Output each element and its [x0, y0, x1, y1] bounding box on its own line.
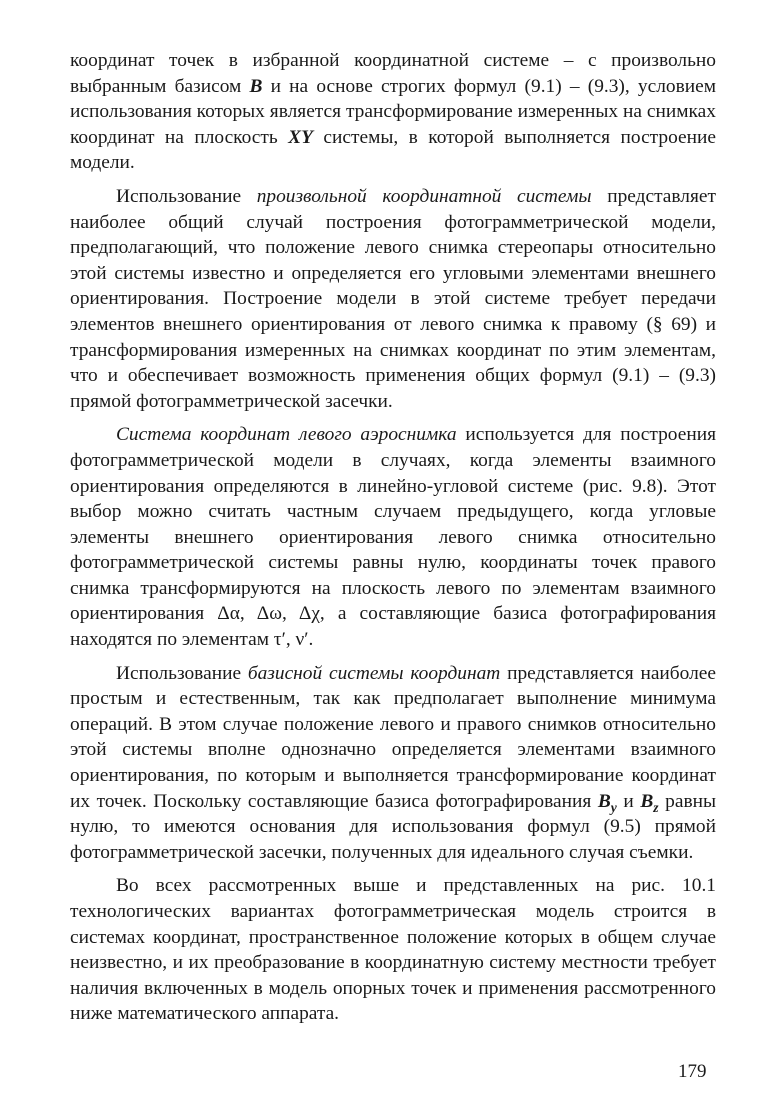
math-subscript: y: [610, 799, 617, 815]
text-run: Использование: [116, 662, 248, 684]
paragraph-2: [70, 184, 716, 414]
text-run: координат точек в избранной координатной системе – с произвольно выбранным базисом: [70, 50, 716, 97]
italic-term: Система координат левого аэроснимка: [116, 424, 457, 446]
math-symbol: XY: [288, 126, 313, 148]
text-run: системы, в которой выполняется построение модели.: [70, 126, 716, 174]
paragraph-3: [70, 422, 716, 652]
math-symbol: B: [249, 75, 263, 97]
paragraph-4: [70, 661, 716, 866]
text-run: Использование: [116, 185, 257, 207]
paragraph-1: [70, 48, 716, 176]
math-subscript: z: [653, 799, 659, 815]
text-run: Во всех рассмотренных выше и представленных на рис. 10.1 технологических вариантах фотограмметрическая модель строится в системах координат, пространственное положение которых в общем случае неизвестно, и их преобразование в координатную систему местности требует наличия включенных в модель опорных точек и применения рассмотренного ниже математического аппарата.: [70, 875, 716, 1025]
text-run: используется для построения фотограмметрической модели в случаях, когда элементы взаимного ориентирования определяются в линейно-угловой системе (рис. 9.8). Этот выбор можно считать частным случаем предыдущего, когда угловые элементы внешнего ориентирования левого снимка относительно фотограмметрической системы равны нулю, координаты точек правого снимка трансформируются на плоскость левого по элементам взаимного ориентирования Δα, Δω, Δχ, а составляющие базиса фотографирования находятся по элементам τ′, ν′.: [70, 424, 716, 651]
text-run: представляет наиболее общий случай построения фотограмметрической модели, предполагающий, что положение левого снимка стереопары относительно этой системы известно и определяется его угловыми элементами внешнего ориентирования. Построение модели в этой системе требует передачи элементов внешнего ориентирования от левого снимка к правому (§ 69) и трансформирования измеренных на снимках координат по этим элементам, что и обеспечивает возможность применения общих формул (9.1) – (9.3) прямой фотограмметрической засечки.: [70, 185, 716, 412]
paragraph-5: [70, 873, 716, 1027]
text-run: представляется наиболее простым и естественным, так как предполагает выполнение минимума операций. В этом случае положение левого и правого снимков относительно этой системы вполне однозначно определяется элементами взаимного ориентирования, по которым и выполняется трансформирование координат их точек. Поскольку составляющие базиса фотографирования: [70, 662, 717, 812]
italic-term: произвольной координатной системы: [256, 185, 592, 207]
body-text: [70, 48, 716, 1035]
text-run: равны нулю, то имеются основания для использования формул (9.5) прямой фотограмметрической засечки, полученных для идеального случая съемки.: [70, 790, 716, 863]
page-number: 179: [678, 1061, 707, 1082]
text-run: и: [616, 790, 641, 812]
math-symbol: B: [597, 790, 611, 812]
math-symbol: B: [640, 790, 654, 812]
italic-term: базисной системы координат: [247, 662, 501, 684]
text-run: и на основе строгих формул (9.1) – (9.3), условием использования которых является трансформирование измеренных на снимках координат на плоскость: [70, 75, 716, 148]
